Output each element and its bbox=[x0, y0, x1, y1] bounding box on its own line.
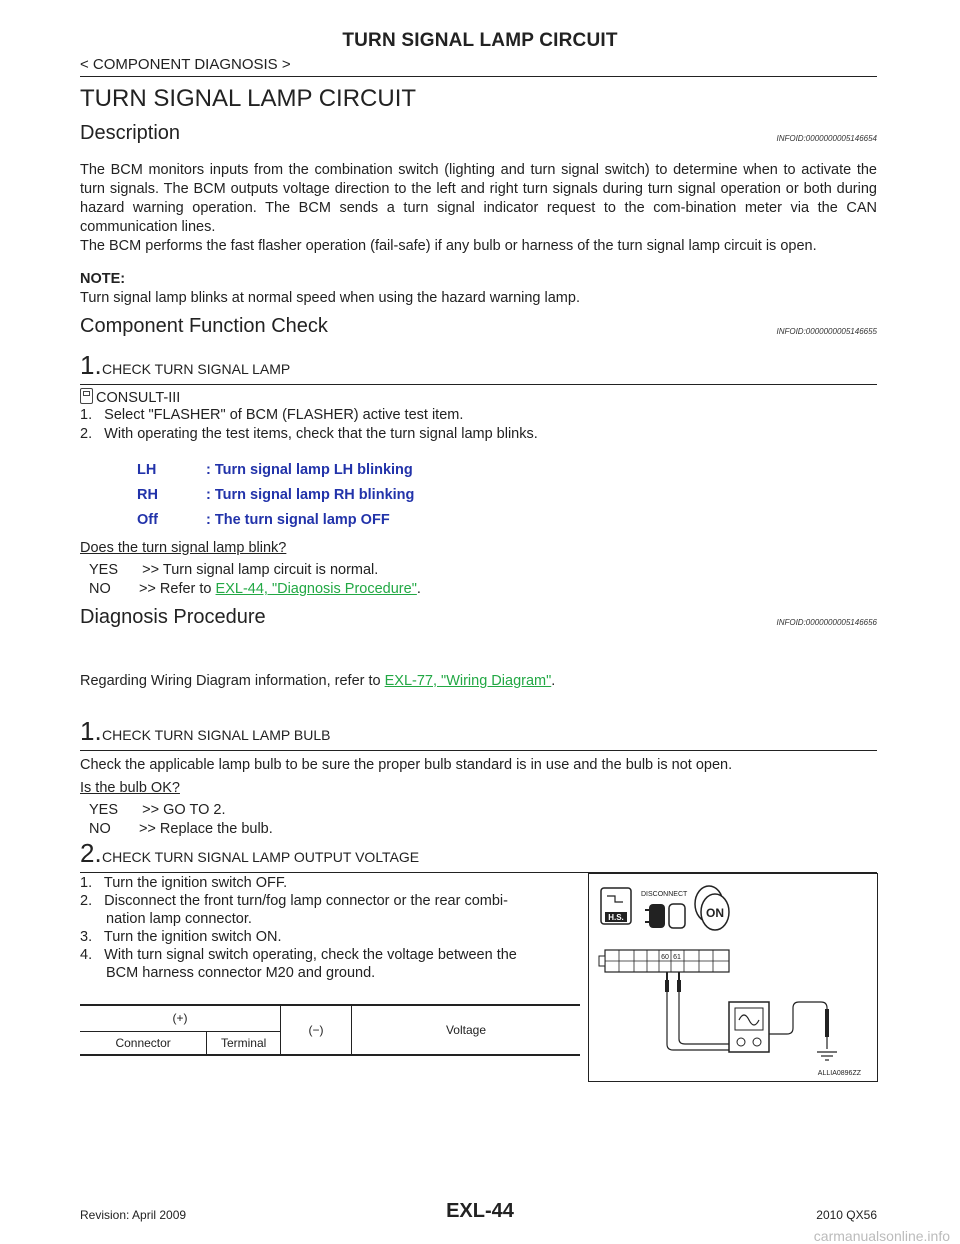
diagnosis-step-2 bbox=[80, 838, 877, 873]
step-2-item-3: 3. Turn the ignition switch ON. bbox=[80, 929, 282, 945]
step-number: 1. bbox=[80, 350, 102, 380]
step-1-yes: YES >> GO TO 2. bbox=[89, 802, 226, 818]
footer-page-number: EXL-44 bbox=[446, 1200, 514, 1222]
header-subtitle: < COMPONENT DIAGNOSIS > bbox=[80, 56, 291, 73]
footer-revision: Revision: April 2009 bbox=[80, 1208, 187, 1222]
result-key-off: Off bbox=[137, 512, 158, 528]
disconnect-icon bbox=[641, 891, 688, 928]
consult-line bbox=[80, 388, 180, 407]
hs-icon bbox=[601, 888, 631, 924]
wiring-diagram-link[interactable]: EXL-77, "Wiring Diagram" bbox=[384, 673, 552, 689]
consult-label: CONSULT-III bbox=[96, 390, 181, 406]
component-check-infoid: INFOID:0000000005146655 bbox=[776, 327, 877, 336]
table-header-connector: Connector bbox=[115, 1035, 171, 1050]
table-header-voltage: Voltage bbox=[352, 1005, 581, 1055]
note-label: NOTE: bbox=[80, 271, 126, 287]
diagnosis-heading: Diagnosis Procedure bbox=[80, 606, 266, 628]
step-title: CHECK TURN SIGNAL LAMP OUTPUT VOLTAGE bbox=[102, 849, 420, 865]
diagnosis-infoid: INFOID:0000000005146656 bbox=[776, 618, 877, 627]
header-divider bbox=[80, 76, 877, 77]
table-header-plus: (+) bbox=[80, 1005, 281, 1031]
on-label: ON bbox=[706, 906, 724, 920]
step-2-item-2-cont: nation lamp connector. bbox=[106, 911, 252, 927]
step-number: 2. bbox=[80, 838, 102, 868]
no-suffix: . bbox=[416, 581, 421, 597]
result-value-rh: : Turn signal lamp RH blinking bbox=[206, 487, 415, 503]
result-key-lh: LH bbox=[137, 462, 157, 478]
component-check-step-1 bbox=[80, 350, 877, 385]
voltage-check-figure bbox=[588, 873, 878, 1082]
note-text: Turn signal lamp blinks at normal speed when using the hazard warning lamp. bbox=[80, 290, 580, 306]
footer-watermark: carmanualsonline.info bbox=[813, 1228, 950, 1244]
step-1-question: Is the bulb OK? bbox=[80, 780, 180, 796]
consult-icon bbox=[80, 388, 93, 404]
connector-drawing bbox=[599, 950, 729, 972]
component-check-item-2: 2. With operating the test items, check that the turn signal lamp blinks. bbox=[80, 426, 538, 442]
pin-61-label: 61 bbox=[673, 954, 681, 961]
wiring-reference bbox=[80, 672, 555, 690]
header-title: TURN SIGNAL LAMP CIRCUIT bbox=[342, 30, 618, 51]
voltmeter-icon bbox=[729, 1002, 827, 1052]
no-prefix: NO >> Refer to bbox=[89, 581, 216, 597]
result-value-lh: : Turn signal lamp LH blinking bbox=[206, 462, 413, 478]
diagnosis-step-1 bbox=[80, 716, 877, 751]
step-1-text: Check the applicable lamp bulb to be sure the proper bulb standard is in use and the bulb is not open. bbox=[80, 757, 733, 773]
table-header-minus: (−) bbox=[281, 1005, 352, 1055]
footer-model: 2010 QX56 bbox=[816, 1208, 877, 1222]
probe-leads bbox=[665, 972, 739, 1050]
figure-drawing bbox=[589, 874, 877, 1081]
ignition-on-icon bbox=[695, 886, 729, 930]
description-paragraph-2: The BCM performs the fast flasher operation (fail-safe) if any bulb or harness of the turn signal lamp circuit is open. bbox=[80, 238, 817, 254]
page-title: TURN SIGNAL LAMP CIRCUIT bbox=[80, 85, 417, 112]
result-value-off: : The turn signal lamp OFF bbox=[206, 512, 390, 528]
step-2-item-1: 1. Turn the ignition switch OFF. bbox=[80, 875, 288, 891]
disconnect-label: DISCONNECT bbox=[641, 891, 688, 898]
description-heading: Description bbox=[80, 122, 181, 144]
component-check-yes: YES >> Turn signal lamp circuit is normal. bbox=[89, 562, 379, 578]
step-title: CHECK TURN SIGNAL LAMP BULB bbox=[102, 727, 331, 743]
hs-label: H.S. bbox=[608, 913, 624, 922]
description-paragraph-1: The BCM monitors inputs from the combination switch (lighting and turn signal switch) to determine when to activate the turn signals. The BCM outputs voltage direction to the left and right turn signals during turn signal operation or both during hazard warning operation. The BCM sends a turn signal indicator request to the com-bination meter via the CAN communication lines. bbox=[80, 162, 877, 235]
wiring-suffix: . bbox=[551, 673, 556, 689]
result-key-rh: RH bbox=[137, 487, 158, 503]
description-infoid: INFOID:0000000005146654 bbox=[776, 134, 877, 143]
table-header-terminal: Terminal bbox=[207, 1031, 281, 1055]
step-2-item-4-cont: BCM harness connector M20 and ground. bbox=[106, 965, 376, 981]
component-check-heading: Component Function Check bbox=[80, 315, 328, 337]
step-title: CHECK TURN SIGNAL LAMP bbox=[102, 361, 291, 377]
step-2-item-2: 2. Disconnect the front turn/fog lamp connector or the rear combi- bbox=[80, 893, 508, 909]
figure-code: ALLIA0896ZZ bbox=[817, 1070, 861, 1077]
wiring-prefix: Regarding Wiring Diagram information, refer to bbox=[80, 673, 385, 689]
component-check-question: Does the turn signal lamp blink? bbox=[80, 540, 287, 556]
component-check-item-1: 1. Select "FLASHER" of BCM (FLASHER) active test item. bbox=[80, 407, 464, 423]
ground-icon bbox=[817, 1009, 837, 1060]
step-1-no: NO >> Replace the bulb. bbox=[89, 821, 273, 837]
voltage-table bbox=[80, 1004, 580, 1056]
step-number: 1. bbox=[80, 716, 102, 746]
component-check-no bbox=[89, 580, 421, 598]
pin-60-label: 60 bbox=[661, 954, 669, 961]
step-2-item-4: 4. With turn signal switch operating, check the voltage between the bbox=[80, 947, 517, 963]
diagnosis-procedure-link[interactable]: EXL-44, "Diagnosis Procedure" bbox=[215, 581, 417, 597]
